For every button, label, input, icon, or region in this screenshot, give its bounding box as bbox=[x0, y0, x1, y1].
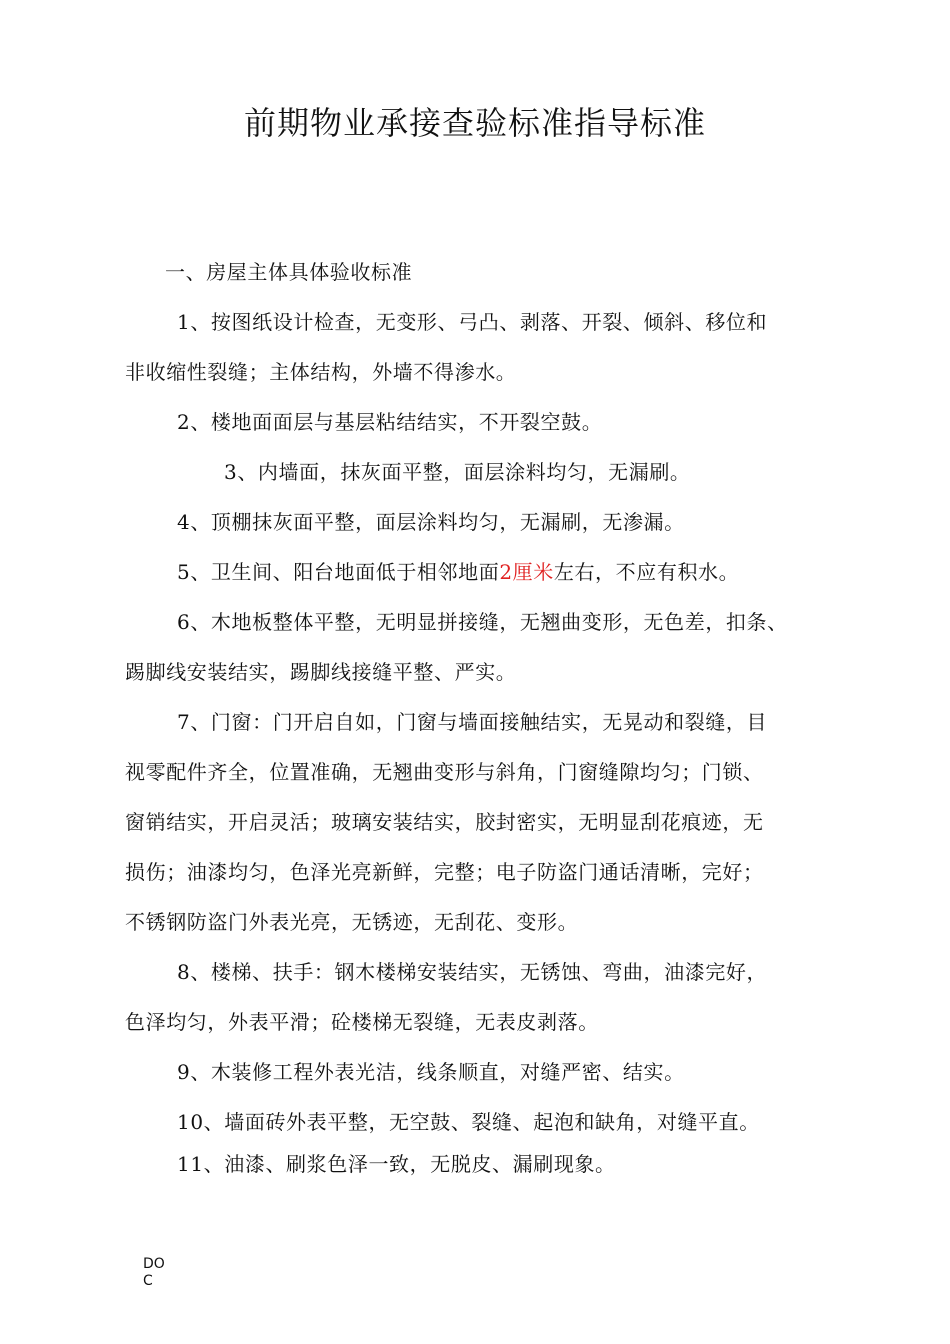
text-segment: 5、卫生间、阳台地面低于相邻地面 bbox=[177, 560, 500, 584]
section-heading: 一、房屋主体具体验收标准 bbox=[165, 260, 413, 284]
paragraph-line: 11、油漆、刷浆色泽一致，无脱皮、漏刷现象。 bbox=[177, 1152, 616, 1176]
paragraph-line: 窗销结实，开启灵活；玻璃安装结实，胶封密实，无明显刮花痕迹，无 bbox=[125, 810, 764, 834]
footer-label bbox=[143, 1256, 183, 1290]
paragraph-line bbox=[125, 554, 835, 604]
document-title: 前期物业承接查验标准指导标准 bbox=[243, 104, 706, 142]
paragraph-line: 7、门窗：门开启自如，门窗与墙面接触结实，无晃动和裂缝，目 bbox=[177, 710, 768, 734]
paragraph-line: 1、按图纸设计检查，无变形、弓凸、剥落、开裂、倾斜、移位和 bbox=[177, 310, 768, 334]
paragraph-line: 6、木地板整体平整，无明显拼接缝，无翘曲变形，无色差，扣条、 bbox=[177, 610, 788, 634]
paragraph-line: 3、内墙面，抹灰面平整，面层涂料均匀，无漏刷。 bbox=[224, 460, 691, 484]
paragraph-line: 4、顶棚抹灰面平整，面层涂料均匀，无漏刷，无渗漏。 bbox=[177, 510, 685, 534]
paragraph-line: 9、木装修工程外表光洁，线条顺直，对缝严密、结实。 bbox=[177, 1060, 685, 1084]
paragraph-line: 视零配件齐全，位置准确，无翘曲变形与斜角，门窗缝隙均匀；门锁、 bbox=[125, 760, 764, 784]
paragraph-line: 踢脚线安装结实，踢脚线接缝平整、严实。 bbox=[125, 660, 517, 684]
footer-line: DO bbox=[143, 1256, 165, 1272]
paragraph-line: 2、楼地面面层与基层粘结结实，不开裂空鼓。 bbox=[177, 410, 603, 434]
footer-line: C bbox=[143, 1273, 153, 1289]
paragraph-line: 非收缩性裂缝；主体结构，外墙不得渗水。 bbox=[125, 360, 517, 384]
paragraph-line: 10、墙面砖外表平整，无空鼓、裂缝、起泡和缺角，对缝平直。 bbox=[177, 1110, 760, 1134]
text-segment: 左右，不应有积水。 bbox=[553, 560, 740, 584]
document-body bbox=[125, 254, 835, 1196]
highlighted-measurement: 2厘米 bbox=[499, 560, 554, 584]
paragraph-line: 不锈钢防盗门外表光亮，无锈迹，无刮花、变形。 bbox=[125, 910, 579, 934]
paragraph-line: 色泽均匀，外表平滑；砼楼梯无裂缝，无表皮剥落。 bbox=[125, 1010, 599, 1034]
paragraph-line: 8、楼梯、扶手：钢木楼梯安装结实，无锈蚀、弯曲，油漆完好， bbox=[177, 960, 768, 984]
paragraph-line: 损伤；油漆均匀，色泽光亮新鲜，完整；电子防盗门通话清晰，完好； bbox=[125, 860, 764, 884]
